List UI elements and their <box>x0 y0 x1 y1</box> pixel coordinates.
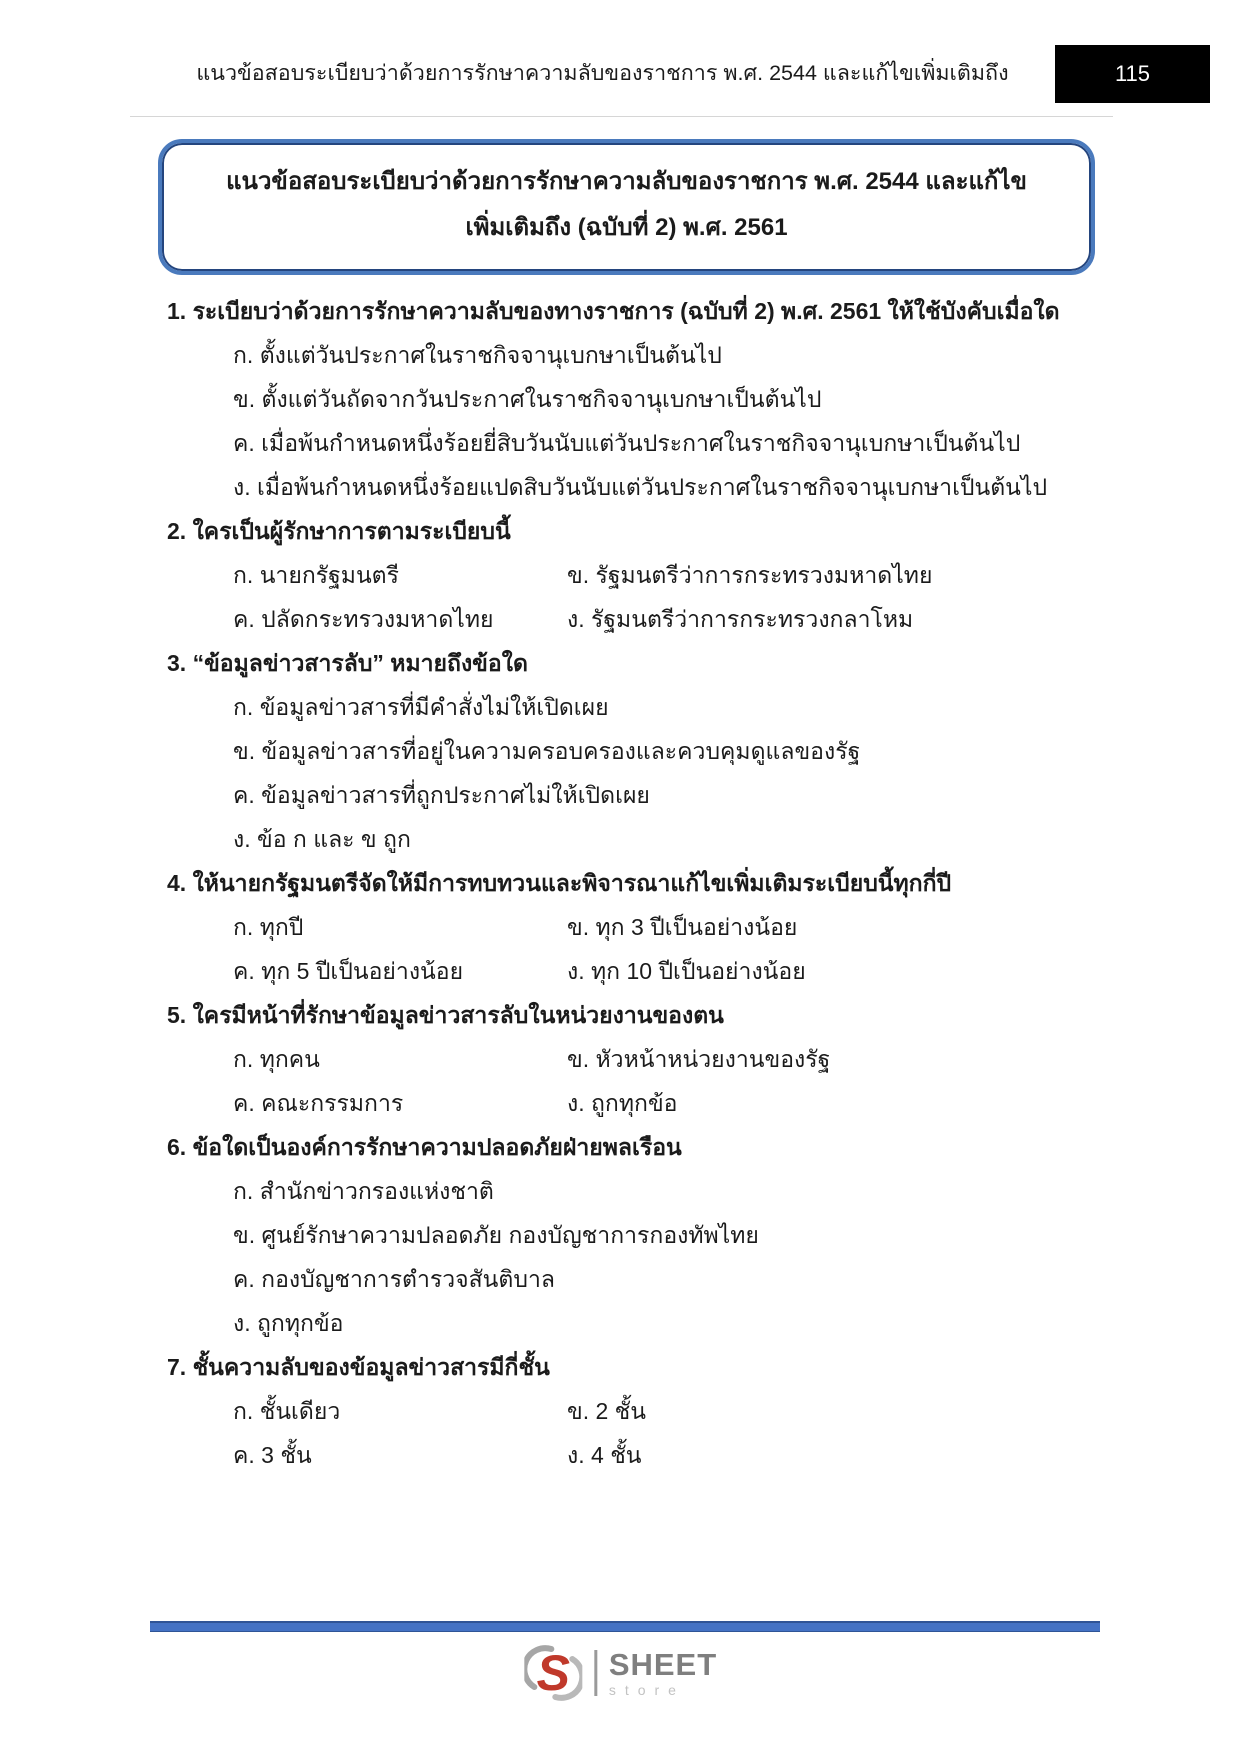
footer-divider <box>150 1621 1100 1632</box>
choices <box>233 1389 1101 1477</box>
question-text: 4. ให้นายกรัฐมนตรีจัดให้มีการทบทวนและพิจารณาแก้ไขเพิ่มเติมระเบียบนี้ทุกกี่ปี <box>167 870 952 896</box>
choice-a: ก. นายกรัฐมนตรี <box>233 562 399 588</box>
question-6 <box>167 1125 1101 1345</box>
choice-b: ข. ข้อมูลข่าวสารที่อยู่ในความครอบครองและควบคุมดูแลของรัฐ <box>233 738 861 764</box>
choice-b: ข. 2 ชั้น <box>567 1398 647 1424</box>
choice-a: ก. ทุกปี <box>233 914 304 940</box>
choice-d: ง. ถูกทุกข้อ <box>233 1310 344 1336</box>
question-4 <box>167 861 1101 993</box>
page-number: 115 <box>1114 61 1151 86</box>
question-text: 1. ระเบียบว่าด้วยการรักษาความลับของทางราชการ (ฉบับที่ 2) พ.ศ. 2561 ให้ใช้บังคับเมื่อใด <box>167 298 1060 324</box>
choices <box>233 553 1101 641</box>
title-text: แนวข้อสอบระเบียบว่าด้วยการรักษาความลับของราชการ พ.ศ. 2544 และแก้ไขเพิ่มเติมถึง (ฉบับที่ 2) พ.ศ. 2561 <box>226 168 1027 241</box>
logo-brand: SHEET <box>608 1647 718 1682</box>
choice-d: ง. ถูกทุกข้อ <box>567 1090 678 1116</box>
choice-c: ค. กองบัญชาการตำรวจสันติบาล <box>233 1266 555 1292</box>
choices <box>167 1169 1101 1345</box>
header-title: แนวข้อสอบระเบียบว่าด้วยการรักษาความลับของราชการ พ.ศ. 2544 และแก้ไขเพิ่มเติมถึง <box>196 61 1009 85</box>
choice-b: ข. ทุก 3 ปีเป็นอย่างน้อย <box>567 914 798 940</box>
choice-d: ง. เมื่อพ้นกำหนดหนึ่งร้อยแปดสิบวันนับแต่วันประกาศในราชกิจจานุเบกษาเป็นต้นไป <box>233 474 1048 500</box>
choice-c: ค. ทุก 5 ปีเป็นอย่างน้อย <box>233 958 464 984</box>
choice-a: ก. ข้อมูลข่าวสารที่มีคำสั่งไม่ให้เปิดเผย <box>233 694 609 720</box>
logo-divider <box>594 1650 597 1696</box>
choice-b: ข. หัวหน้าหน่วยงานของรัฐ <box>567 1046 831 1072</box>
logo-brand-sub: store <box>608 1682 685 1698</box>
choice-a: ก. ทุกคน <box>233 1046 320 1072</box>
question-1 <box>167 289 1101 509</box>
footer-logo <box>524 1645 717 1701</box>
choice-c: ค. คณะกรรมการ <box>233 1090 404 1116</box>
choice-b: ข. ศูนย์รักษาความปลอดภัย กองบัญชาการกองทัพไทย <box>233 1222 759 1248</box>
page-number-box <box>1055 45 1210 103</box>
question-text: 7. ชั้นความลับของข้อมูลข่าวสารมีกี่ชั้น <box>167 1354 550 1380</box>
choice-a: ก. สำนักข่าวกรองแห่งชาติ <box>233 1178 494 1204</box>
choices <box>167 685 1101 861</box>
choice-d: ง. ทุก 10 ปีเป็นอย่างน้อย <box>567 958 806 984</box>
choice-b: ข. ตั้งแต่วันถัดจากวันประกาศในราชกิจจานุเบกษาเป็นต้นไป <box>233 386 822 412</box>
question-list <box>167 289 1101 1477</box>
svg-text:S: S <box>536 1645 570 1701</box>
choice-c: ค. 3 ชั้น <box>233 1442 312 1468</box>
question-3 <box>167 641 1101 861</box>
choice-c: ค. ปลัดกระทรวงมหาดไทย <box>233 606 494 632</box>
choice-d: ง. 4 ชั้น <box>567 1442 642 1468</box>
question-text: 3. “ข้อมูลข่าวสารลับ” หมายถึงข้อใด <box>167 650 528 676</box>
question-5 <box>167 993 1101 1125</box>
page-header <box>0 0 1241 117</box>
logo-text <box>609 1649 717 1697</box>
choice-d: ง. รัฐมนตรีว่าการกระทรวงกลาโหม <box>567 606 914 632</box>
title-box <box>158 139 1095 275</box>
header-divider <box>130 116 1113 117</box>
choice-a: ก. ชั้นเดียว <box>233 1398 341 1424</box>
choice-d: ง. ข้อ ก และ ข ถูก <box>233 826 411 852</box>
choice-c: ค. ข้อมูลข่าวสารที่ถูกประกาศไม่ให้เปิดเผย <box>233 782 650 808</box>
choices <box>233 905 1101 993</box>
question-2 <box>167 509 1101 641</box>
choice-a: ก. ตั้งแต่วันประกาศในราชกิจจานุเบกษาเป็นต้นไป <box>233 342 722 368</box>
question-text: 6. ข้อใดเป็นองค์การรักษาความปลอดภัยฝ่ายพลเรือน <box>167 1134 682 1160</box>
s-swoosh-icon <box>524 1645 582 1701</box>
choice-b: ข. รัฐมนตรีว่าการกระทรวงมหาดไทย <box>567 562 933 588</box>
question-text: 5. ใครมีหน้าที่รักษาข้อมูลข่าวสารลับในหน่วยงานของตน <box>167 1002 724 1028</box>
choice-c: ค. เมื่อพ้นกำหนดหนึ่งร้อยยี่สิบวันนับแต่วันประกาศในราชกิจจานุเบกษาเป็นต้นไป <box>233 430 1021 456</box>
question-text: 2. ใครเป็นผู้รักษาการตามระเบียบนี้ <box>167 518 511 544</box>
choices <box>167 333 1101 509</box>
choices <box>233 1037 1101 1125</box>
question-7 <box>167 1345 1101 1477</box>
